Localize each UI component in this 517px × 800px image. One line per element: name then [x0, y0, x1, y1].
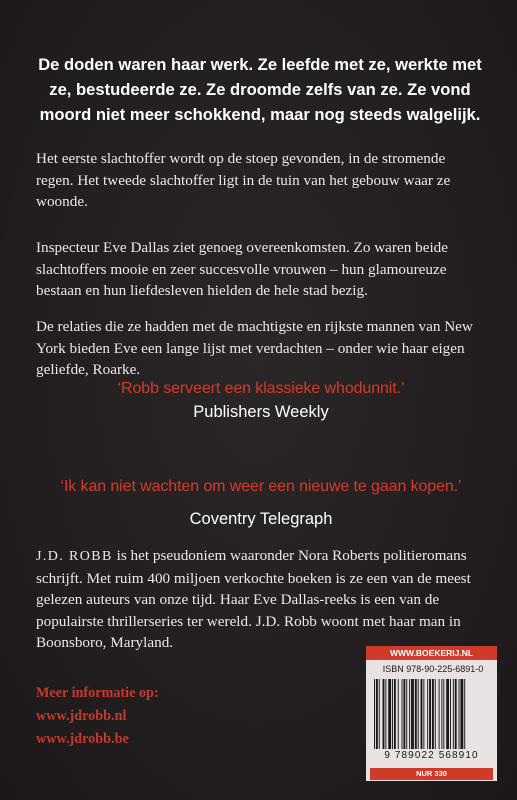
barcode-bar: [450, 679, 451, 749]
barcode-bar: [453, 679, 454, 749]
barcode-bar: [455, 679, 457, 749]
review-quote-2: ‘Ik kan niet wachten om weer een nieuwe te gaan kopen.’: [60, 478, 462, 495]
barcode-bar: [429, 679, 431, 749]
author-bio-text: is het pseudoniem waaronder Nora Roberts politieromans schrijft. Met ruim 400 miljoen verkochte boeken is ze een van de meest gelezen auteurs van onze tijd. Haar Eve Dallas-reeks is een van de populairste thrillerseries ter wereld. J.D. Robb woont met haar man in Boonsboro, Maryland.: [36, 547, 471, 652]
barcode-bar: [379, 679, 380, 749]
barcode-bar: [392, 679, 393, 749]
nur-code: NUR 330: [370, 768, 493, 780]
barcode-bar: [374, 679, 375, 749]
review-source-2: Coventry Telegraph: [189, 510, 333, 528]
barcode-bar: [406, 679, 407, 749]
barcode-bar: [409, 679, 410, 749]
barcode-bar: [443, 679, 444, 749]
barcode-bar: [421, 679, 423, 749]
barcode-bar: [398, 679, 399, 749]
blurb-lead: De doden waren haar werk. Ze leefde met ze, werkte met ze, bestudeerde ze. Ze droomde zelfs van ze. Ze vond moord niet meer schokkend, maar nog steeds walgelijk.: [38, 55, 482, 124]
more-info-label: Meer informatie op:: [36, 685, 159, 701]
barcode-bar: [411, 679, 414, 749]
barcode-bar: [418, 679, 419, 749]
blurb-paragraph-1: Het eerste slachtoffer wordt op de stoep gevonden, in de stromende regen. Het tweede slachtoffer ligt in de tuin van het gebouw waar ze woonde.: [36, 150, 451, 210]
barcode-bar: [383, 679, 385, 749]
barcode-bar: [460, 679, 463, 749]
barcode-bar: [385, 679, 386, 749]
barcode-bar: [423, 679, 424, 749]
blurb-paragraph-2: Inspecteur Eve Dallas ziet genoeg overeenkomsten. Zo waren beide slachtoffers mooie en zeer succesvolle vrouwen – hun glamoureuze bestaan en hun liefdesleven hielden de hele stad bezig.: [36, 239, 448, 299]
barcode-bar: [439, 679, 440, 749]
barcode-bar: [432, 679, 434, 749]
barcode-bar: [464, 679, 465, 749]
author-name: J.D. ROBB: [36, 549, 113, 564]
review-quote-1: ‘Robb serveert een klassieke whodunnit.’: [117, 380, 405, 397]
barcode-bar: [388, 679, 391, 749]
barcode-bar: [441, 679, 442, 749]
barcode-bar: [394, 679, 396, 749]
barcode-digits: 9 789022 568910: [384, 750, 479, 761]
isbn-number: ISBN 978-90-225-6891-0: [382, 664, 484, 674]
barcode-bar: [459, 679, 460, 749]
barcode-bar: [403, 679, 405, 749]
review-source-1: Publishers Weekly: [193, 403, 329, 421]
publisher-website: WWW.BOEKERIJ.NL: [366, 646, 497, 660]
barcode-bar: [415, 679, 417, 749]
barcode-bar: [427, 679, 428, 749]
barcode-bars: [373, 679, 491, 749]
blurb-paragraph-3: De relaties die ze hadden met de machtigste en rijkste mannen van New York bieden Eve een lange lijst met verdachten – onder wie haar eigen geliefde, Roarke.: [36, 318, 473, 378]
barcode-bar: [446, 679, 449, 749]
author-bio: [36, 545, 476, 654]
barcode-bar: [402, 679, 403, 749]
barcode-bar: [376, 679, 378, 749]
barcode-bar: [435, 679, 436, 749]
website-link-nl[interactable]: www.jdrobb.nl: [36, 708, 127, 724]
website-link-be[interactable]: www.jdrobb.be: [36, 731, 129, 747]
